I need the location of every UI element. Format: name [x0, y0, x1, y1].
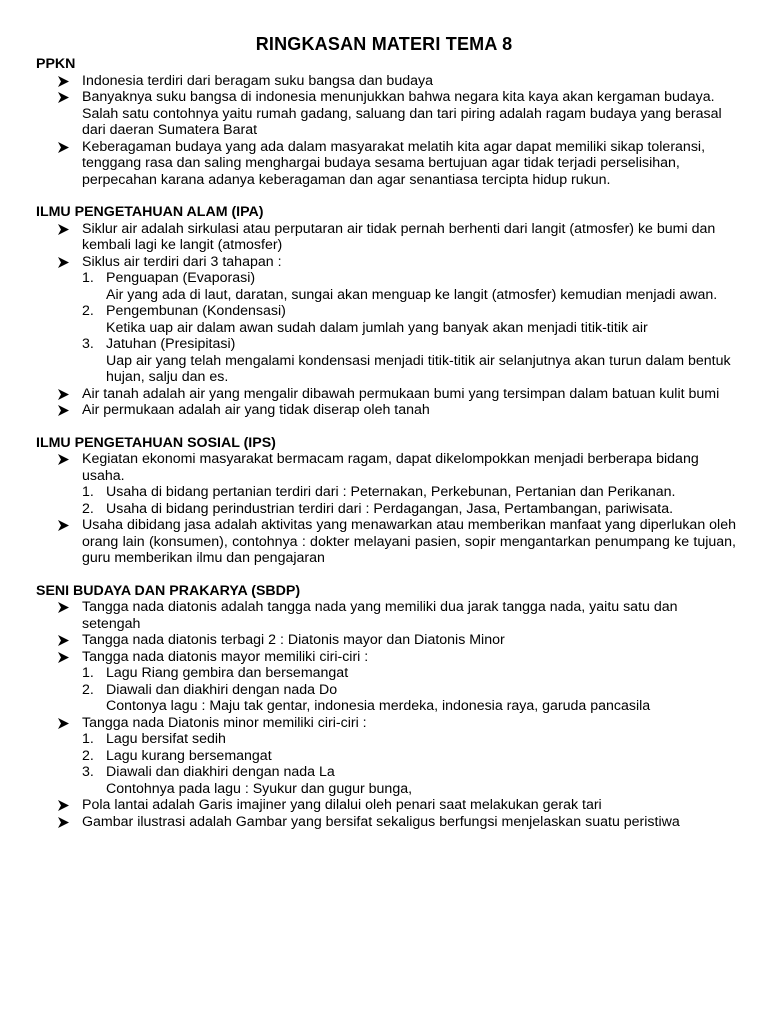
section	[36, 435, 736, 567]
document-body	[36, 56, 736, 830]
item-number: 1.	[82, 484, 94, 500]
item-text: Diawali dan diakhiri dengan nada Do	[106, 681, 338, 698]
item-detail: Air yang ada di laut, daratan, sungai akan menguap ke langit (atmosfer) kemudian menjadi awan.	[106, 286, 718, 303]
item-number: 2.	[82, 303, 94, 319]
section-heading: ILMU PENGETAHUAN SOSIAL (IPS)	[36, 434, 276, 451]
numbered-item	[82, 682, 736, 699]
section-heading: ILMU PENGETAHUAN ALAM (IPA)	[36, 204, 264, 220]
numbered-list	[82, 731, 736, 781]
numbered-list	[82, 270, 736, 386]
bullet-item	[36, 797, 736, 814]
section-heading: SENI BUDAYA DAN PRAKARYA (SBDP)	[36, 582, 301, 599]
bullet-item	[36, 139, 736, 189]
numbered-item	[82, 501, 736, 518]
arrow-bullet-icon	[58, 221, 72, 235]
arrow-bullet-icon	[58, 599, 72, 613]
arrow-bullet-icon	[58, 89, 72, 103]
bullet-text: Tangga nada diatonis adalah tangga nada yang memiliki dua jarak tangga nada, yaitu satu dan setengah	[82, 599, 678, 632]
item-text: Diawali dan diakhiri dengan nada La	[106, 764, 335, 780]
item-number: 3.	[82, 336, 94, 352]
bullet-list	[36, 599, 736, 830]
arrow-bullet-icon	[58, 402, 72, 416]
bullet-text: Banyaknya suku bangsa di indonesia menunjukkan bahwa negara kita kaya akan kergaman budaya. Salah satu contohnya yaitu rumah gadang, saluang dan tari piring adalah ragam budaya yang berasal dari daeran Sumatera Barat	[82, 89, 722, 138]
arrow-bullet-icon	[58, 797, 72, 811]
bullet-list	[36, 73, 736, 189]
arrow-bullet-icon	[58, 386, 72, 400]
item-number: 1.	[82, 665, 94, 681]
item-number: 2.	[82, 681, 94, 698]
section	[36, 583, 736, 831]
arrow-bullet-icon	[58, 73, 72, 87]
numbered-item	[82, 484, 736, 501]
item-number: 2.	[82, 747, 94, 764]
item-detail: Ketika uap air dalam awan sudah dalam jumlah yang banyak akan menjadi titik-titik air	[106, 319, 648, 336]
bullet-item	[36, 402, 736, 419]
bullet-item	[36, 386, 736, 403]
bullet-text: Tangga nada Diatonis minor memiliki ciri-ciri :	[82, 714, 367, 731]
arrow-bullet-icon	[58, 517, 72, 531]
bullet-item	[36, 254, 736, 386]
bullet-text: Siklur air adalah sirkulasi atau perputaran air tidak pernah berhenti dari langit (atmosfer) ke bumi dan kembali lagi ke langit (atmosfer)	[82, 220, 716, 253]
numbered-item	[82, 303, 736, 336]
bullet-item	[36, 221, 736, 254]
item-text: Usaha di bidang perindustrian terdiri dari : Perdagangan, Jasa, Pertambangan, pariwisata.	[106, 500, 674, 517]
item-text: Lagu Riang gembira dan bersemangat	[106, 665, 349, 681]
numbered-list	[82, 484, 736, 517]
bullet-text: Pola lantai adalah Garis imajiner yang dilalui oleh penari saat melakukan gerak tari	[82, 797, 602, 813]
bullet-item	[36, 451, 736, 517]
numbered-item	[82, 270, 736, 303]
item-number: 1.	[82, 731, 94, 747]
bullet-text: Tangga nada diatonis mayor memiliki ciri-ciri :	[82, 648, 369, 665]
document-title: RINGKASAN MATERI TEMA 8	[255, 34, 513, 54]
arrow-bullet-icon	[58, 814, 72, 828]
numbered-item	[82, 748, 736, 765]
arrow-bullet-icon	[58, 139, 72, 153]
bullet-text: Usaha dibidang jasa adalah aktivitas yang menawarkan atau memberikan manfaat yang diperlukan oleh orang lain (konsumen), contohnya : dokter melayani pasien, sopir mengantarkan penumpang ke tujuan, guru memberikan ilmu dan pengajaran	[82, 517, 736, 566]
arrow-bullet-icon	[58, 715, 72, 729]
numbered-list	[82, 665, 736, 698]
numbered-item	[82, 731, 736, 748]
bullet-text: Keberagaman budaya yang ada dalam masyarakat melatih kita agar dapat memiliki sikap toleransi, tenggang rasa dan saling menghargai budaya sesama bertujuan agar tidak terjadi perselisihan, perpecahan karana adanya keberagaman dan agar senantiasa tercipta hidup rukun.	[82, 138, 706, 188]
example-note: Contonya lagu : Maju tak gentar, indonesia merdeka, indonesia raya, garuda pancasila	[106, 698, 651, 714]
item-text: Jatuhan (Presipitasi)	[106, 336, 236, 352]
bullet-item	[36, 814, 736, 831]
bullet-text: Siklus air terdiri dari 3 tahapan :	[82, 253, 282, 270]
bullet-list	[36, 221, 736, 419]
item-text: Penguapan (Evaporasi)	[106, 270, 256, 286]
item-number: 3.	[82, 764, 94, 780]
section-heading: PPKN	[36, 56, 76, 72]
arrow-bullet-icon	[58, 254, 72, 268]
bullet-item	[36, 599, 736, 632]
arrow-bullet-icon	[58, 649, 72, 663]
item-text: Pengembunan (Kondensasi)	[106, 303, 286, 319]
item-number: 2.	[82, 500, 94, 517]
bullet-text: Indonesia terdiri dari beragam suku bangsa dan budaya	[82, 72, 433, 89]
bullet-item	[36, 715, 736, 798]
bullet-item	[36, 517, 736, 567]
bullet-item	[36, 73, 736, 90]
item-text: Usaha di bidang pertanian terdiri dari : Peternakan, Perkebunan, Pertanian dan Perikanan.	[106, 484, 676, 500]
section	[36, 56, 736, 188]
bullet-text: Air permukaan adalah air yang tidak diserap oleh tanah	[82, 402, 430, 418]
example-note: Contohnya pada lagu : Syukur dan gugur bunga,	[106, 780, 413, 797]
section	[36, 204, 736, 419]
numbered-item	[82, 336, 736, 386]
bullet-text: Gambar ilustrasi adalah Gambar yang bersifat sekaligus berfungsi menjelaskan suatu peristiwa	[82, 813, 680, 830]
bullet-item	[36, 649, 736, 715]
item-text: Lagu bersifat sedih	[106, 731, 226, 747]
bullet-item	[36, 89, 736, 139]
item-number: 1.	[82, 270, 94, 286]
bullet-list	[36, 451, 736, 567]
bullet-text: Air tanah adalah air yang mengalir dibawah permukaan bumi yang tersimpan dalam batuan kulit bumi	[82, 385, 720, 402]
arrow-bullet-icon	[58, 632, 72, 646]
bullet-text: Kegiatan ekonomi masyarakat bermacam ragam, dapat dikelompokkan menjadi berberapa bidang usaha.	[82, 451, 699, 484]
numbered-item	[82, 665, 736, 682]
item-detail: Uap air yang telah mengalami kondensasi menjadi titik-titik air selanjutnya akan turun dalam bentuk hujan, salju dan es.	[106, 352, 731, 385]
item-text: Lagu kurang bersemangat	[106, 747, 272, 764]
bullet-item	[36, 632, 736, 649]
arrow-bullet-icon	[58, 451, 72, 465]
bullet-text: Tangga nada diatonis terbagi 2 : Diatonis mayor dan Diatonis Minor	[82, 632, 505, 648]
numbered-item	[82, 764, 736, 781]
